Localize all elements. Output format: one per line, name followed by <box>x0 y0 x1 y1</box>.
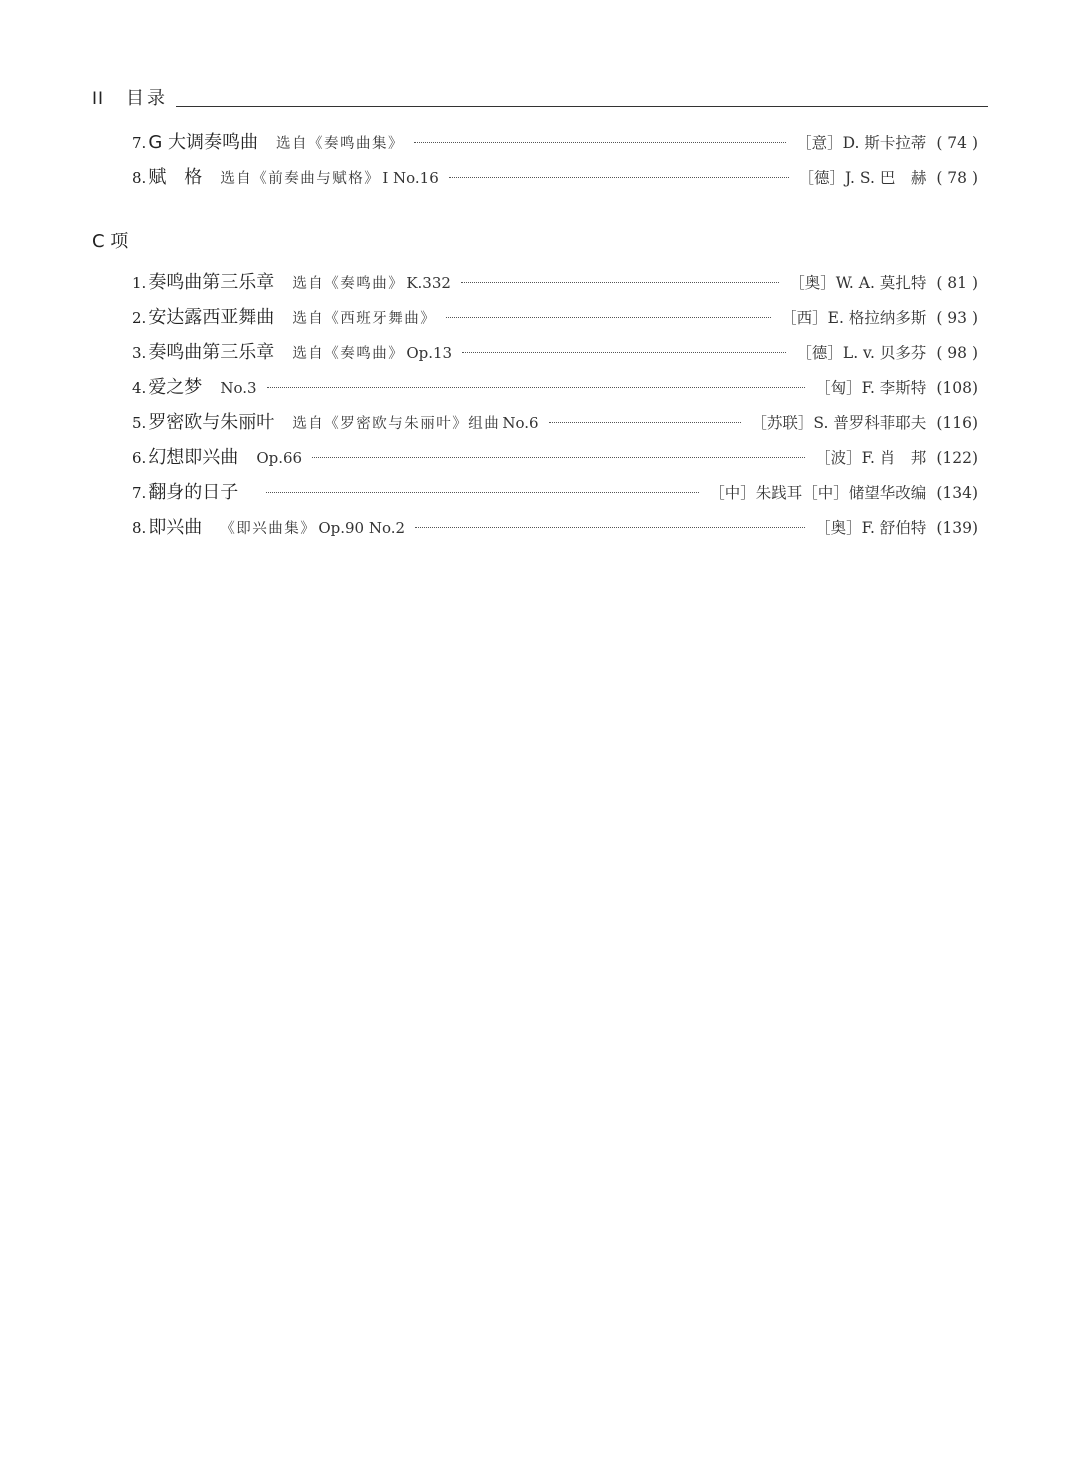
entry-number: 8. <box>132 169 147 187</box>
entry-number: 7. <box>132 484 147 502</box>
toc-entry[interactable] <box>132 303 978 338</box>
leader-dots <box>461 282 779 283</box>
entry-source: 选自《西班牙舞曲》 <box>292 311 437 327</box>
entry-number: 5. <box>132 414 147 432</box>
entry-page: ( 78 ) <box>936 169 978 187</box>
leader-dots <box>449 177 789 178</box>
entry-page: ( 98 ) <box>936 344 978 362</box>
entry-opus: Op.13 <box>406 344 453 362</box>
entry-title: G 大调奏鸣曲 <box>148 132 258 153</box>
toc-entry[interactable] <box>132 128 978 163</box>
leader-dots <box>312 457 805 458</box>
entry-page: (116) <box>936 414 978 432</box>
entry-composer: ［中］朱践耳［中］储望华改编 <box>709 484 927 502</box>
entry-opus: Op.66 <box>256 449 303 467</box>
entry-number: 6. <box>132 449 147 467</box>
page-number: II <box>92 89 105 109</box>
entry-opus: Op.90 No.2 <box>318 519 406 537</box>
entry-opus: K.332 <box>406 274 451 292</box>
toc-entry[interactable] <box>132 408 978 443</box>
toc-entry[interactable] <box>132 163 978 198</box>
entry-composer: ［波］F. 肖 邦 <box>815 449 927 467</box>
entry-number: 2. <box>132 309 147 327</box>
section-c-label: C 项 <box>92 231 129 252</box>
entry-opus: No.6 <box>502 414 539 432</box>
entry-page: (108) <box>936 379 978 397</box>
entry-source: 选自《奏鸣曲》 <box>292 346 405 362</box>
leader-dots <box>267 387 806 388</box>
toc-entry[interactable] <box>132 513 978 548</box>
entry-number: 8. <box>132 519 147 537</box>
entry-title: 幻想即兴曲 <box>148 447 239 468</box>
entry-number: 4. <box>132 379 147 397</box>
leader-dots <box>266 492 699 493</box>
entry-composer: ［西］E. 格拉纳多斯 <box>781 309 927 327</box>
entry-opus: No.3 <box>220 379 257 397</box>
entry-number: 3. <box>132 344 147 362</box>
toc-entry[interactable] <box>132 443 978 478</box>
toc-entry[interactable] <box>132 478 978 513</box>
entry-source: 选自《罗密欧与朱丽叶》组曲 <box>292 416 501 432</box>
leader-dots <box>415 527 805 528</box>
entry-page: ( 81 ) <box>936 274 978 292</box>
toc-block-c <box>132 268 978 548</box>
page-header <box>92 84 988 108</box>
leader-dots <box>446 317 771 318</box>
entry-composer: ［意］D. 斯卡拉蒂 <box>796 134 927 152</box>
entry-page: (139) <box>936 519 978 537</box>
entry-source: 选自《前奏曲与赋格》 <box>220 171 381 187</box>
entry-title: 即兴曲 <box>148 517 203 538</box>
header-title: 目录 <box>126 88 169 109</box>
leader-dots <box>462 352 786 353</box>
entry-title: 爱之梦 <box>148 377 203 398</box>
toc-block-b <box>132 128 978 198</box>
toc-entry[interactable] <box>132 268 978 303</box>
entry-composer: ［德］L. v. 贝多芬 <box>796 344 927 362</box>
entry-title: 安达露西亚舞曲 <box>148 307 275 328</box>
entry-composer: ［匈］F. 李斯特 <box>815 379 927 397</box>
entry-title: 奏鸣曲第三乐章 <box>148 272 275 293</box>
entry-number: 1. <box>132 274 147 292</box>
entry-source: 选自《奏鸣曲集》 <box>275 136 404 152</box>
header-rule <box>176 106 988 107</box>
entry-page: ( 93 ) <box>936 309 978 327</box>
entry-page: (122) <box>936 449 978 467</box>
entry-title: 奏鸣曲第三乐章 <box>148 342 275 363</box>
entry-source: 选自《奏鸣曲》 <box>292 276 405 292</box>
entry-composer: ［德］J. S. 巴 赫 <box>798 169 927 187</box>
entry-title: 赋 格 <box>148 167 203 188</box>
leader-dots <box>549 422 742 423</box>
entry-composer: ［苏联］S. 普罗科菲耶夫 <box>751 414 927 432</box>
toc-entry[interactable] <box>132 373 978 408</box>
entry-title: 罗密欧与朱丽叶 <box>148 412 275 433</box>
entry-number: 7. <box>132 134 147 152</box>
entry-composer: ［奥］W. A. 莫扎特 <box>789 274 927 292</box>
entry-page: (134) <box>936 484 978 502</box>
toc-entry[interactable] <box>132 338 978 373</box>
entry-opus: I No.16 <box>382 169 439 187</box>
entry-page: ( 74 ) <box>936 134 978 152</box>
entry-title: 翻身的日子 <box>148 482 239 503</box>
leader-dots <box>414 142 786 143</box>
entry-composer: ［奥］F. 舒伯特 <box>815 519 927 537</box>
entry-source: 《即兴曲集》 <box>220 521 317 537</box>
